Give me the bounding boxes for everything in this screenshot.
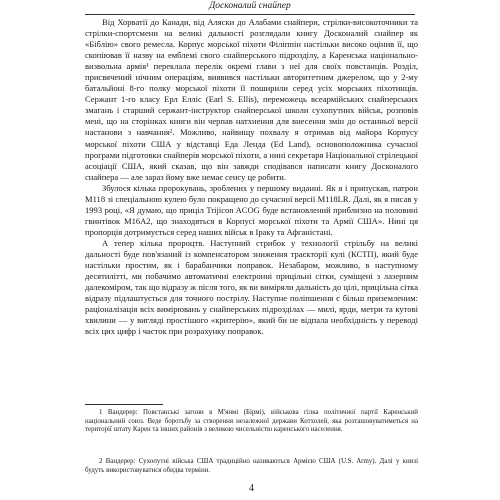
running-head: Досконалий снайпер: [85, 0, 415, 15]
footnote-text: 2 Вандерер: Сухопутні війська США традиційно називаються Армією США (U.S. Army). Далі у книзі будуть використовуватися обидва терміни.: [85, 458, 418, 474]
paragraph: Від Хорватії до Канади, від Аляски до Алабами снайпери, стрілки-високоточники та стрілки-спортсмени на великі дальності розглядали книгу Досконалий снайпер як «Біблію» свого ремесла. Корпус морської піхоти Філіппін настільки високо оцінив її, що скопіював її назву на емблемі свого снайперського підрозділу, а Каренська національно-визвольна армія¹ переклала перелік окремі глави з неї для своїх повстанців. Розділ, присвячений нічним операціям, виявився настільки авторитетним джерелом, що у 2-му батальйоні 8-го полку морської піхоти її поширили серед усіх морських піхотинців. Сержант 1-го класу Ерл Елліс (Earl S. Ellis), переможець всеармійських снайперських змагань і старший сержант-інструктор снайперської школи сухопутних військ, розповів мені, що на сторінках книги він черпав натхнення для внесення змін до останньої версії настанови з навчання². Можливо, найвищу похвалу я отримав від майора Корпусу морської піхоти США у відставці Еда Ленда (Ed Land), основоположника сучасної програми підготовки снайперів морської піхоти, а нині секретаря Національної стрілецької асоціації США, який сказав, що він завжди сподівався написати книгу Досконалого снайпера — але зараз йому вже немає сенсу це робити.: [85, 17, 418, 182]
page-number: 4: [249, 483, 254, 494]
main-text: [85, 17, 418, 337]
footnote-divider: [85, 404, 163, 405]
paragraph: А тепер кілька пророцтв. Наступний стрибок у технології стрільбу на великі дальності буде пов'язаний із компенсатором зниження траєкторії кулі (КСТП), який буде настільки простим, як і барабанчики поправок. Незабаром, можливо, в наступному десятилітті, ми побачимо автоматичні електронні прицільні сітки, суміщені з лазерним далекоміром, так що відразу ж після того, як ви виміряли дальність до цілі, прицільна сітка відразу підлаштується для точного пострілу. Наступне поліпшення є більш приземленим: раціоналізація всіх вимірювань у снайперських підрозділах — милі, ярди, метри та кутові хвилини — у вигляді простішого «критерію», який би не відпала необхідність у переводі всіх цих цифр і часток при розрахунку поправок.: [85, 237, 418, 337]
footnote-text: 1 Вандерер: Повстанські загони в М'янмі (Бірмі), військова гілка політичної партії Каренський національний союз. Веде боротьбу за створення незалежної держави Котхолей, яка розташовуватиметься на території штату Карен та інших районів з великою чисельністю каренського населення.: [85, 409, 418, 433]
footnote: [85, 458, 418, 475]
footnote: [85, 409, 418, 435]
paragraph: Збулося кілька пророкувань, зроблених у першому виданні. Як я і припускав, патрон M118 зі спеціальною кулею було покращено до сучасної версії M118LR. Далі, як я писав у 1993 році, «Я думаю, що приціл Trijicon ACOG буде встановлений приблизно на половині гвинтівок M16A2, що знаходяться в Корпусі морської піхоти та Армії США». Нині ця пропорція дотримується серед наших військ в Іраку та Афганістані.: [85, 182, 418, 237]
